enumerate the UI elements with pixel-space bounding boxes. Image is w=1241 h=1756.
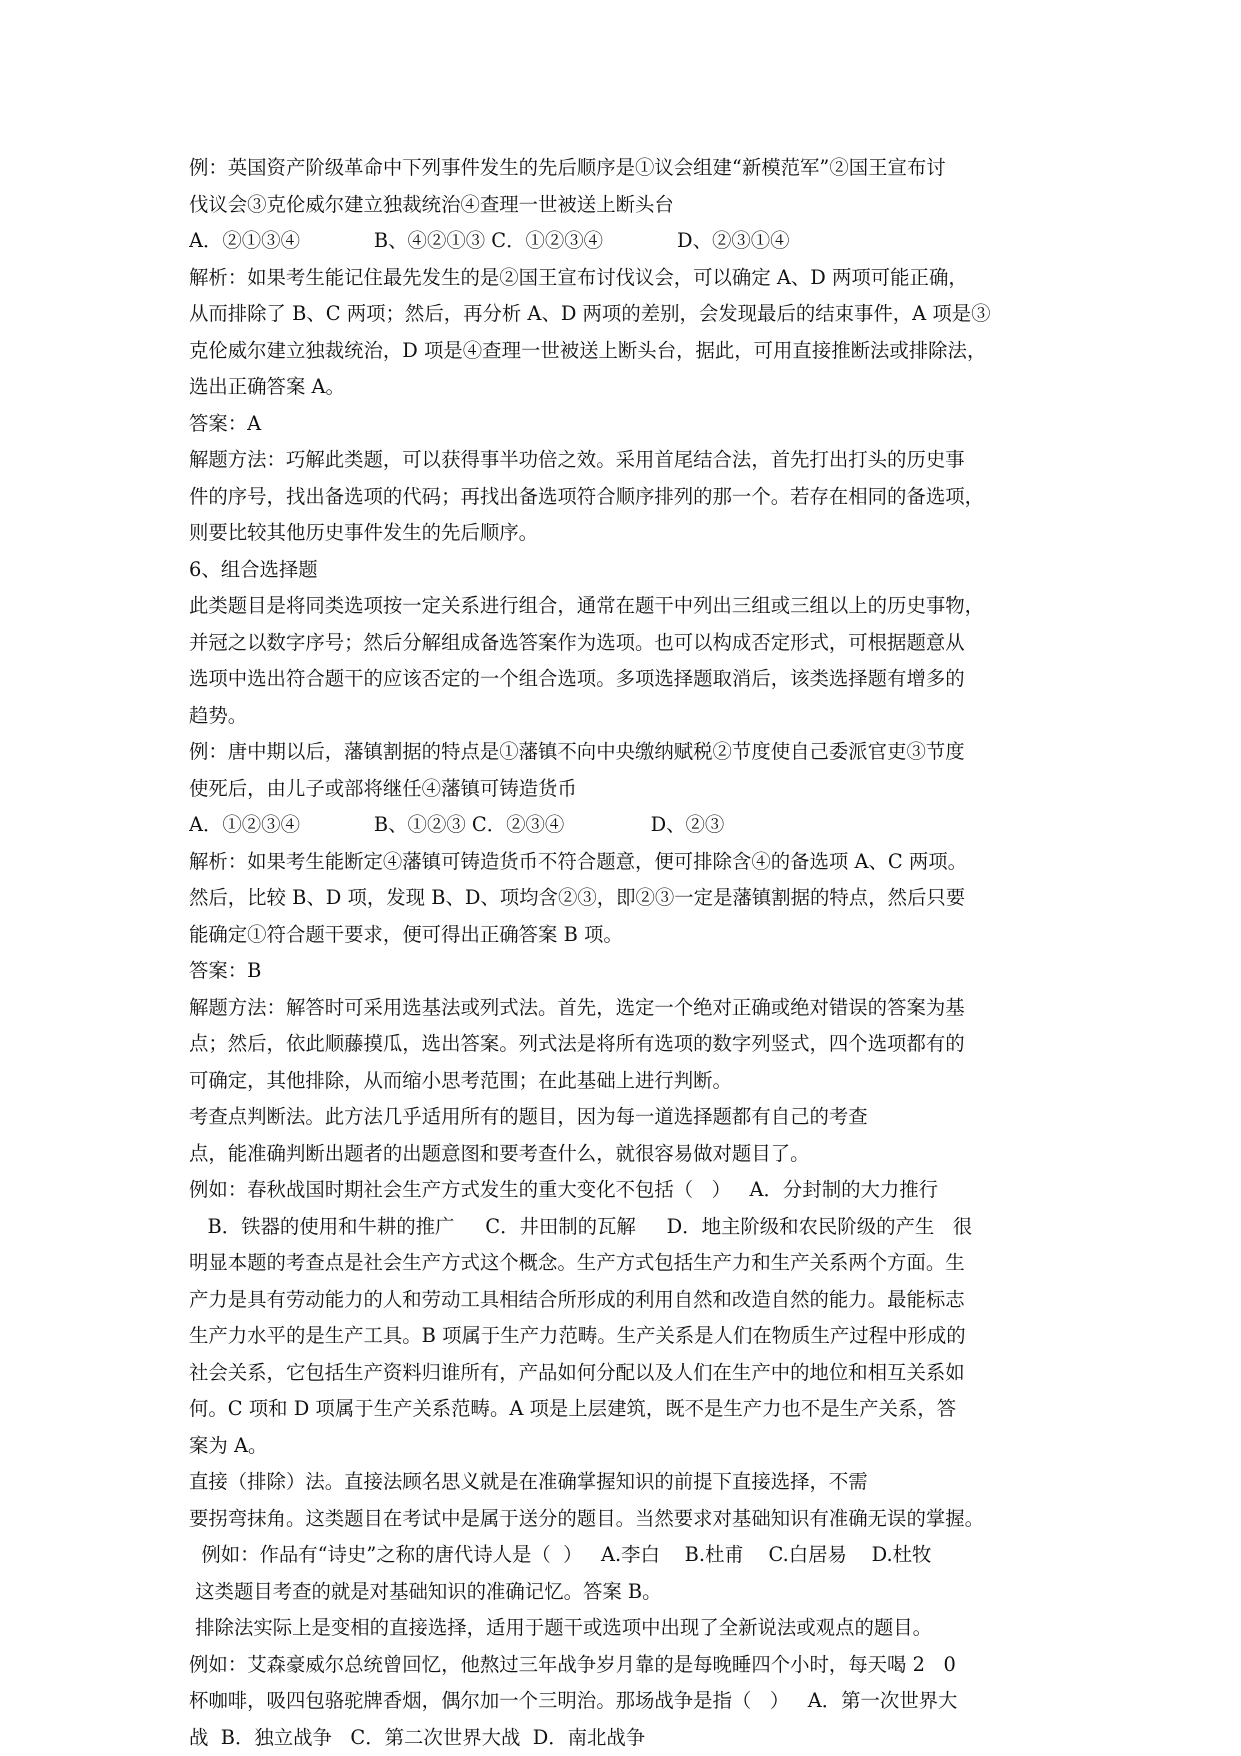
text-line: 要拐弯抹角。这类题目在考试中是属于送分的题目。当然要求对基础知识有准确无误的掌握。	[189, 1501, 1069, 1538]
text-line: 则要比较其他历史事件发生的先后顺序。	[189, 515, 1069, 552]
text-line: 产力是具有劳动能力的人和劳动工具相结合所形成的利用自然和改造自然的能力。最能标志	[189, 1282, 1069, 1319]
text-line: 能确定①符合题干要求，便可得出正确答案 B 项。	[189, 917, 1069, 954]
text-line: A．①②③④ B、①②③ C．②③④ D、②③	[189, 807, 1069, 844]
text-line: 解题方法：巧解此类题，可以获得事半功倍之效。采用首尾结合法，首先打出打头的历史事	[189, 442, 1069, 479]
text-line: 从而排除了 B、C 两项；然后，再分析 A、D 两项的差别，会发现最后的结束事件，A 项是③	[189, 296, 1069, 333]
text-line: 明显本题的考查点是社会生产方式这个概念。生产方式包括生产力和生产关系两个方面。生	[189, 1245, 1069, 1282]
text-line: 案为 A。	[189, 1428, 1069, 1465]
text-line: 克伦威尔建立独裁统治，D 项是④查理一世被送上断头台，据此，可用直接推断法或排除法，	[189, 333, 1069, 370]
text-line: 解析：如果考生能断定④藩镇可铸造货币不符合题意，便可排除含④的备选项 A、C 两项。	[189, 844, 1069, 881]
text-line: 社会关系，它包括生产资料归谁所有，产品如何分配以及人们在生产中的地位和相互关系如	[189, 1355, 1069, 1392]
text-line: 选出正确答案 A。	[189, 369, 1069, 406]
text-line: 直接（排除）法。直接法顾名思义就是在准确掌握知识的前提下直接选择，不需	[189, 1464, 1069, 1501]
text-line: 杯咖啡，吸四包骆驼牌香烟，偶尔加一个三明治。那场战争是指（ ） A．第一次世界大	[189, 1683, 1069, 1720]
text-line: 并冠之以数字序号；然后分解组成备选答案作为选项。也可以构成否定形式，可根据题意从	[189, 625, 1069, 662]
text-line: 解题方法：解答时可采用选基法或列式法。首先，选定一个绝对正确或绝对错误的答案为基	[189, 990, 1069, 1027]
text-line: 何。C 项和 D 项属于生产关系范畴。A 项是上层建筑，既不是生产力也不是生产关系，答	[189, 1391, 1069, 1428]
text-line: 答案：A	[189, 406, 1069, 443]
text-line: 排除法实际上是变相的直接选择，适用于题干或选项中出现了全新说法或观点的题目。	[189, 1610, 1069, 1647]
text-line: 可确定，其他排除，从而缩小思考范围；在此基础上进行判断。	[189, 1063, 1069, 1100]
text-line: 此类题目是将同类选项按一定关系进行组合，通常在题干中列出三组或三组以上的历史事物，	[189, 588, 1069, 625]
text-line: 生产力水平的是生产工具。B 项属于生产力范畴。生产关系是人们在物质生产过程中形成的	[189, 1318, 1069, 1355]
text-line: 件的序号，找出备选项的代码；再找出备选项符合顺序排列的那一个。若存在相同的备选项，	[189, 479, 1069, 516]
document-body	[189, 150, 1069, 1756]
text-line: 例：唐中期以后，藩镇割据的特点是①藩镇不向中央缴纳赋税②节度使自己委派官吏③节度	[189, 734, 1069, 771]
text-line: 6、组合选择题	[189, 552, 1069, 589]
text-line: 点；然后，依此顺藤摸瓜，选出答案。列式法是将所有选项的数字列竖式，四个选项都有的	[189, 1026, 1069, 1063]
text-line: 选项中选出符合题干的应该否定的一个组合选项。多项选择题取消后，该类选择题有增多的	[189, 661, 1069, 698]
text-line: 点，能准确判断出题者的出题意图和要考查什么，就很容易做对题目了。	[189, 1136, 1069, 1173]
text-line: 例如：春秋战国时期社会生产方式发生的重大变化不包括（ ） A．分封制的大力推行	[189, 1172, 1069, 1209]
text-line: 例如：作品有“诗史”之称的唐代诗人是（ ） A.李白 B.杜甫 C.白居易 D.杜牧	[189, 1537, 1069, 1574]
text-line: 然后，比较 B、D 项，发现 B、D、项均含②③，即②③一定是藩镇割据的特点，然后只要	[189, 880, 1069, 917]
text-line: B．铁器的使用和牛耕的推广 C．井田制的瓦解 D．地主阶级和农民阶级的产生 很	[189, 1209, 1069, 1246]
text-line: A．②①③④ B、④②①③ C．①②③④ D、②③①④	[189, 223, 1069, 260]
text-line: 解析：如果考生能记住最先发生的是②国王宣布讨伐议会，可以确定 A、D 两项可能正确，	[189, 260, 1069, 297]
text-line: 答案：B	[189, 953, 1069, 990]
text-line: 考查点判断法。此方法几乎适用所有的题目，因为每一道选择题都有自己的考查	[189, 1099, 1069, 1136]
text-line: 趋势。	[189, 698, 1069, 735]
text-line: 使死后，由儿子或部将继任④藩镇可铸造货币	[189, 771, 1069, 808]
text-line: 例：英国资产阶级革命中下列事件发生的先后顺序是①议会组建“新模范军”②国王宣布讨	[189, 150, 1069, 187]
text-line: 伐议会③克伦威尔建立独裁统治④查理一世被送上断头台	[189, 187, 1069, 224]
text-line: 战 B．独立战争 C．第二次世界大战 D．南北战争	[189, 1720, 1069, 1756]
text-line: 例如：艾森豪威尔总统曾回忆，他熬过三年战争岁月靠的是每晚睡四个小时，每天喝 2 0	[189, 1647, 1069, 1684]
text-line: 这类题目考查的就是对基础知识的准确记忆。答案 B。	[189, 1574, 1069, 1611]
